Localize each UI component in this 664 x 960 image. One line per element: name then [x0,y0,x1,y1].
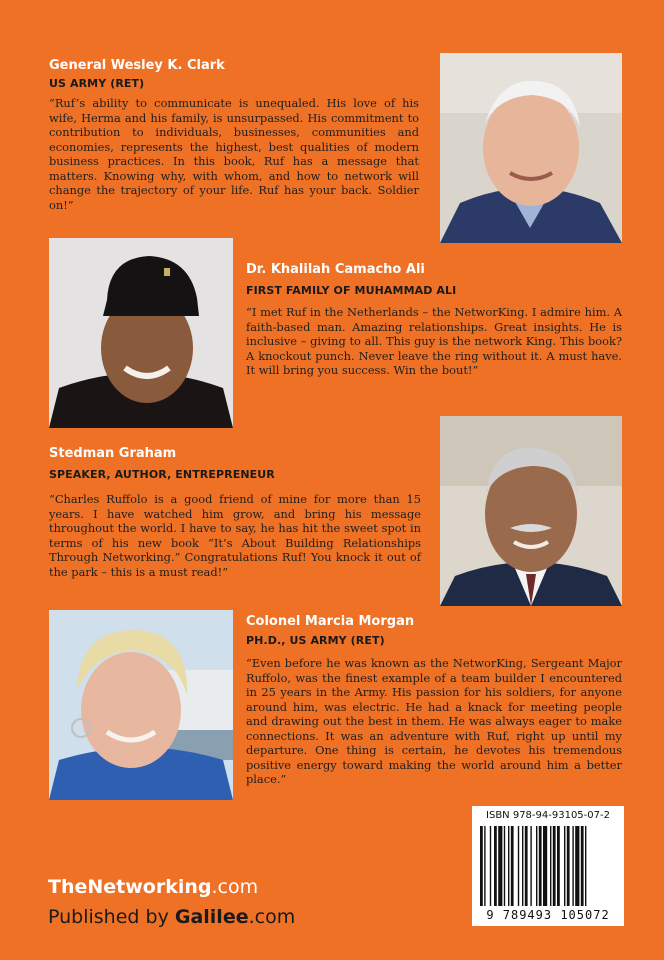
endorser-name: Dr. Khalilah Camacho Ali [246,262,425,277]
endorsement-quote: “I met Ruf in the Netherlands – the NetworKing. I admire him. A faith-based man. Amazing relationships. Great insights. He is inclusive – giving to all. This guy is the network King. This book? A knockout punch. Never leave the ring without it. A must have. It will bring you success. Win the bout!” [246,305,622,377]
publisher-line [48,906,295,928]
endorser-title: FIRST FAMILY OF MUHAMMAD ALI [246,284,457,297]
website-url[interactable] [48,876,258,898]
endorser-name: Colonel Marcia Morgan [246,614,415,629]
publisher-name: Galilee [174,906,249,928]
barcode-bars [480,826,616,906]
publisher-prefix: Published by [48,906,175,928]
endorsement-quote: “Charles Ruffolo is a good friend of mine for more than 15 years. I have watched him grow, and bring his message throughout the world. I have to say, he has hit the sweet spot in terms of his new book “It’s About Building Relationships Through Networking.” Congratulations Ruf! You knock it out of the park – this is a must read!” [49,492,421,579]
portrait-photo-camacho-ali [49,238,233,428]
isbn-barcode [472,806,624,926]
endorsement-quote: “Even before he was known as the NetworKing, Sergeant Major Ruffolo, was the finest example of a team builder I encountered in 25 years in the Army. His passion for his soldiers, for anyone around him, was electric. He had a knack for meeting people and drawing out the best in them. He was always eager to make connections. It was an adventure with Ruf, right up until my departure. One thing is certain, he devotes his tremendous positive energy toward making the world around him a better place.” [246,656,622,786]
isbn-label: ISBN 978-94-93105-07-2 [486,810,610,821]
website-name: TheNetworking [48,876,212,898]
endorser-title: PH.D., US ARMY (RET) [246,634,385,647]
portrait-photo-morgan [49,610,233,800]
endorsement-quote: “Ruf’s ability to communicate is unequaled. His love of his wife, Herma and his family, is unsurpassed. His commitment to contribution to individuals, businesses, communities and economies, represents the highest, best qualities of modern business practices. In this book, Ruf has a message that matters. Knowing why, with whom, and how to network will change the trajectory of your life. Ruf has your back. Soldier on!” [49,96,419,212]
endorser-name: General Wesley K. Clark [49,58,225,73]
portrait-photo-graham [440,416,622,606]
publisher-domain: .com [248,906,296,928]
website-domain: .com [211,876,259,898]
endorser-title: SPEAKER, AUTHOR, ENTREPRENEUR [49,468,275,481]
portrait-photo-clark [440,53,622,243]
barcode-number: 9 789493 105072 [486,908,610,922]
endorser-title: US ARMY (RET) [49,77,145,90]
endorser-name: Stedman Graham [49,446,177,461]
